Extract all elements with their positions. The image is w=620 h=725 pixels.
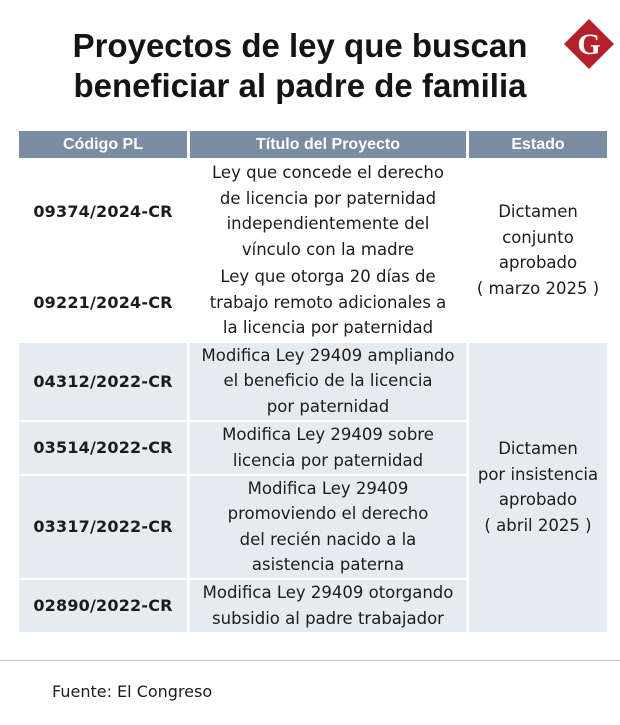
project-title [190,422,466,474]
header-codigo: Código PL [19,131,187,158]
source-note: Fuente: El Congreso [52,682,213,701]
projects-table [16,129,610,634]
table-row [19,160,607,262]
title-line-2: beneficiar al padre de familia [73,67,527,104]
status-text-line: aprobado [498,490,578,509]
title-text-line: del recién nacido a la [239,529,417,549]
project-title [190,580,466,632]
title-text-line: Modifica Ley 29409 otorgando [202,583,454,602]
project-title [190,343,466,420]
title-text-line: por paternidad [266,396,390,416]
title-text-line: subsidio al padre trabajador [212,608,444,628]
project-code: 03514/2022-CR [19,422,187,474]
title-text-line: independientemente del [226,214,430,233]
project-code: 02890/2022-CR [19,580,187,632]
status-cell [469,160,607,341]
project-code: 09374/2024-CR [19,160,187,262]
title-text-line: asistencia paterna [251,555,405,574]
status-cell [469,343,607,632]
title-text-line: Modifica Ley 29409 sobre [222,425,434,444]
project-title [190,476,466,578]
title-text-line: Ley que concede el derecho [212,163,444,182]
project-title [190,264,466,341]
g-logo-icon [562,17,616,71]
title-text-line: de licencia por paternidad [219,188,437,208]
project-code: 03317/2022-CR [19,476,187,578]
title-text-line: trabajo remoto adicionales a [209,292,447,312]
table-header-row [19,131,607,158]
status-text-line: ( marzo 2025 ) [476,278,600,298]
project-title [190,160,466,262]
header-titulo: Título del Proyecto [190,131,466,158]
status-text-line: Dictamen [498,439,578,458]
title-text-line: vínculo con la madre [241,239,415,259]
title-line-1: Proyectos de ley que buscan [72,27,528,64]
title-text-line: Ley que otorga 20 días de [220,267,436,286]
status-text-line: por insistencia [477,464,599,484]
project-code: 09221/2024-CR [19,264,187,341]
title-text-line: la licencia por paternidad [222,318,434,337]
title-text-line: el beneficio de la licencia [223,371,433,391]
logo-letter: G [577,28,601,61]
page-title [40,26,560,106]
title-text-line: Modifica Ley 29409 [247,478,409,498]
status-text-line: Dictamen [498,202,578,222]
title-text-line: promoviendo el derecho [227,504,429,523]
project-code: 04312/2022-CR [19,343,187,420]
table-row [19,343,607,420]
footer-divider [0,660,620,661]
status-text-line: conjunto [502,227,574,247]
title-text-line: licencia por paternidad [232,450,424,470]
status-text-line: ( abril 2025 ) [484,515,592,535]
title-text-line: Modifica Ley 29409 ampliando [201,345,455,365]
header-estado: Estado [469,131,607,158]
status-text-line: aprobado [498,253,578,273]
